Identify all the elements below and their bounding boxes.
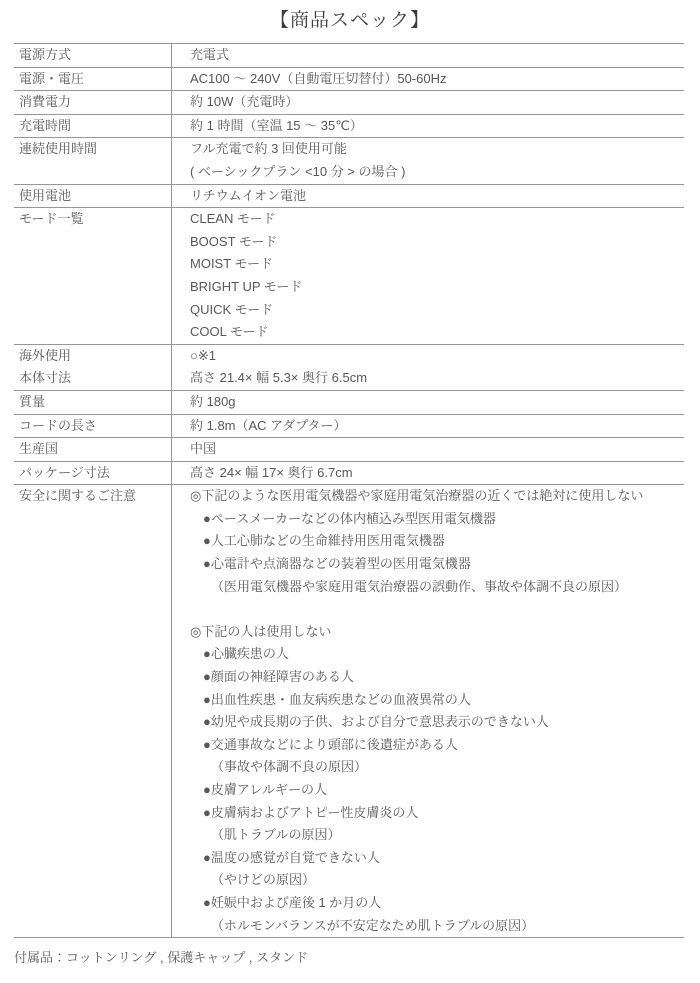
spec-value-line: フル充電で約 3 回使用可能 bbox=[190, 141, 347, 157]
spec-row bbox=[14, 391, 684, 415]
spec-value-line: CLEAN モード bbox=[190, 211, 276, 227]
spec-value-line: 約 10W（充電時） bbox=[190, 94, 299, 110]
spec-value bbox=[171, 44, 684, 67]
spec-value bbox=[171, 415, 684, 438]
spec-value-line: ●皮膚アレルギーの人 bbox=[203, 782, 328, 797]
spec-label-text: 電源・電圧 bbox=[19, 70, 85, 86]
spec-row bbox=[14, 91, 684, 115]
spec-value bbox=[171, 438, 684, 461]
spec-label-text: 電源方式 bbox=[19, 47, 72, 62]
spec-row bbox=[14, 44, 684, 68]
spec-value bbox=[171, 485, 684, 937]
spec-row bbox=[14, 185, 684, 209]
spec-label-text: パッケージ寸法 bbox=[19, 464, 110, 480]
spec-row bbox=[14, 367, 684, 391]
spec-value-line: 約 1.8m（AC アダプター） bbox=[190, 417, 347, 433]
spec-value-line: リチウムイオン電池 bbox=[190, 187, 306, 203]
spec-value-line: ●人工心肺などの生命維持用医用電気機器 bbox=[203, 533, 445, 549]
spec-value-line: BOOST モード bbox=[190, 233, 278, 249]
spec-label bbox=[14, 208, 171, 344]
spec-value-line: （医用電気機器や家庭用電気治療器の誤動作、事故や体調不良の原因） bbox=[211, 578, 628, 594]
spec-value-line: 高さ 21.4× 幅 5.3× 奥行 6.5cm bbox=[190, 370, 368, 386]
spec-value-line: 約 180g bbox=[190, 393, 236, 409]
spec-value-line: QUICK モード bbox=[190, 301, 274, 317]
spec-value bbox=[171, 115, 684, 138]
spec-label bbox=[14, 91, 171, 114]
spec-row bbox=[14, 415, 684, 439]
spec-label bbox=[14, 367, 171, 390]
spec-label bbox=[14, 138, 171, 183]
spec-value-line: 充電式 bbox=[190, 47, 230, 62]
spec-row bbox=[14, 345, 684, 368]
spec-label-text: 安全に関するご注意 bbox=[19, 488, 137, 504]
spec-value bbox=[171, 185, 684, 208]
spec-value-line: ●心臓疾患の人 bbox=[203, 646, 289, 662]
spec-value bbox=[171, 391, 684, 414]
spec-value-line: （肌トラブルの原因） bbox=[211, 827, 341, 843]
spec-value-line: ●皮膚病およびアトピー性皮膚炎の人 bbox=[203, 804, 419, 820]
spec-value-line: ●交通事故などにより頭部に後遺症がある人 bbox=[203, 736, 458, 752]
spec-label-text: 消費電力 bbox=[19, 94, 72, 110]
spec-value bbox=[171, 91, 684, 114]
spec-value-line: ○※1 bbox=[190, 347, 216, 363]
spec-value-line: ●出血性疾患・血友病疾患などの血液異常の人 bbox=[203, 691, 471, 707]
spec-row bbox=[14, 485, 684, 938]
spec-label-text: コードの長さ bbox=[19, 417, 98, 433]
spec-label bbox=[14, 345, 171, 368]
accessories-note: 付属品：コットンリング , 保護キャップ , スタンド bbox=[14, 950, 309, 966]
spec-row bbox=[14, 208, 684, 345]
spec-value bbox=[171, 138, 684, 183]
spec-value-line: （やけどの原因） bbox=[211, 872, 316, 888]
spec-value-line: ●幼児や成長期の子供、および自分で意思表示のできない人 bbox=[203, 714, 549, 730]
spec-value bbox=[171, 345, 684, 368]
spec-value bbox=[171, 208, 684, 344]
spec-value-line: ●顔面の神経障害のある人 bbox=[203, 669, 354, 685]
spec-label-text: 使用電池 bbox=[19, 187, 72, 203]
spec-row bbox=[14, 115, 684, 139]
spec-value bbox=[171, 367, 684, 390]
spec-value-line: 中国 bbox=[190, 441, 217, 457]
spec-value-line: ●妊娠中および産後 1 か月の人 bbox=[203, 894, 382, 910]
spec-label bbox=[14, 68, 171, 91]
spec-label bbox=[14, 485, 171, 937]
spec-label bbox=[14, 44, 171, 67]
spec-value-line: ●温度の感覚が自覚できない人 bbox=[203, 849, 380, 865]
spec-label bbox=[14, 438, 171, 461]
spec-row bbox=[14, 462, 684, 486]
spec-label bbox=[14, 391, 171, 414]
spec-value-line: 約 1 時間（室温 15 ～ 35℃） bbox=[190, 117, 363, 133]
spec-label bbox=[14, 415, 171, 438]
spec-label-text: 生産国 bbox=[19, 441, 59, 457]
spec-table bbox=[14, 43, 684, 938]
spec-value-line: AC100 ～ 240V（自動電圧切替付）50-60Hz bbox=[190, 70, 447, 86]
spec-value bbox=[171, 462, 684, 485]
spec-value-line: 高さ 24× 幅 17× 奥行 6.7cm bbox=[190, 464, 353, 480]
spec-label-text: 海外使用 bbox=[19, 347, 72, 363]
spec-value bbox=[171, 68, 684, 91]
spec-label-text: 質量 bbox=[19, 393, 46, 409]
spec-label-text: モード一覧 bbox=[19, 211, 84, 227]
spec-value-line: ◎下記のような医用電気機器や家庭用電気治療器の近くでは絶対に使用しない bbox=[190, 488, 644, 504]
spec-value-line bbox=[190, 598, 684, 621]
spec-value-line: COOL モード bbox=[190, 324, 269, 340]
spec-row bbox=[14, 138, 684, 184]
spec-value-line: ●心電計や点滴器などの装着型の医用電気機器 bbox=[203, 556, 471, 572]
spec-value-line: ●ペースメーカーなどの体内植込み型医用電気機器 bbox=[203, 510, 496, 526]
spec-row bbox=[14, 68, 684, 92]
spec-label-text: 連続使用時間 bbox=[19, 141, 98, 157]
spec-value-line: （ホルモンバランスが不安定なため肌トラブルの原因） bbox=[211, 917, 535, 933]
spec-value-line: MOIST モード bbox=[190, 256, 274, 272]
spec-value-line: ◎下記の人は使用しない bbox=[190, 623, 332, 639]
spec-value-line: ( ベーシックプラン <10 分 > の場合 ) bbox=[190, 163, 406, 179]
page-title: 【商品スペック】 bbox=[269, 10, 430, 31]
spec-label bbox=[14, 462, 171, 485]
spec-label-text: 充電時間 bbox=[19, 117, 72, 133]
spec-label bbox=[14, 115, 171, 138]
spec-row bbox=[14, 438, 684, 462]
spec-value-line: BRIGHT UP モード bbox=[190, 278, 303, 294]
spec-label bbox=[14, 185, 171, 208]
spec-value-line: （事故や体調不良の原因） bbox=[211, 759, 368, 775]
product-spec-page bbox=[0, 9, 700, 983]
spec-label-text: 本体寸法 bbox=[19, 370, 72, 386]
